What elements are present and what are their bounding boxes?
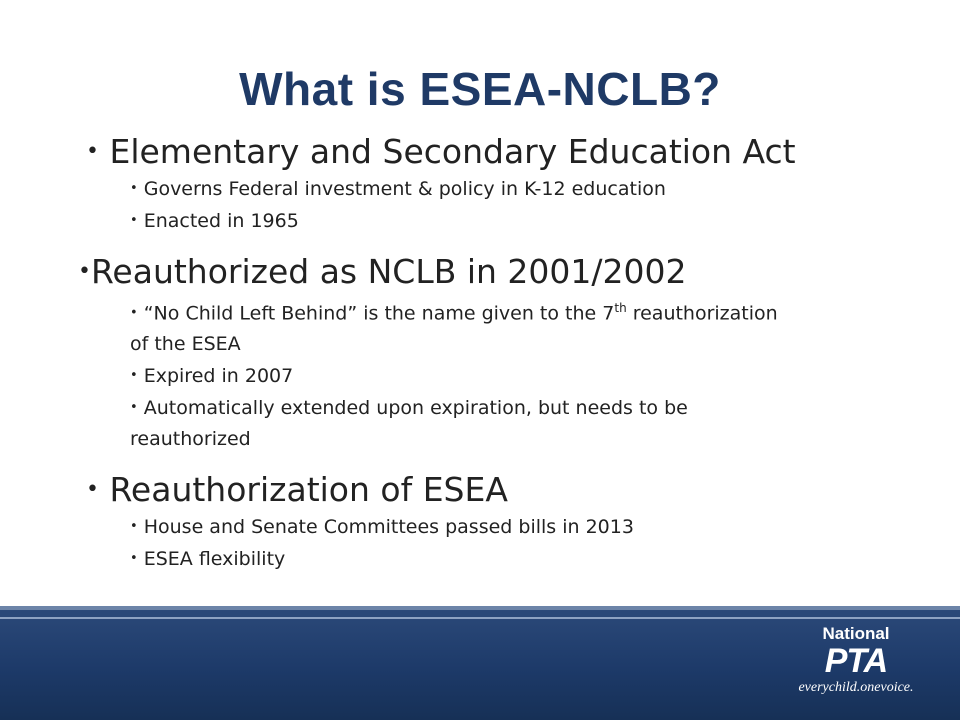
bullet-level1 [78,251,886,293]
bullet-icon: • [86,139,99,164]
bullet-icon: • [78,259,91,284]
slide-content [78,131,886,575]
bullet-icon: • [130,551,138,567]
bullet-icon: • [130,181,138,196]
footer-edge [0,606,960,610]
bullet-text: of the ESEA [130,333,241,356]
bullet-icon: • [130,400,138,416]
bullet-icon: • [130,368,138,384]
bullet-level2 [130,205,886,237]
bullet-level2 [130,543,886,575]
slide-title: What is ESEA-NCLB? [239,63,721,115]
bullet-level2 [130,511,886,543]
bullet-text: ESEA flexibility [143,548,286,571]
bullet-text: “No Child Left Behind” is the name given to the 7 [143,302,615,325]
section-heading: Reauthorization of ESEA [109,470,508,510]
logo-national: National [822,624,890,643]
bullet-continuation [130,329,886,360]
footer-divider [0,617,960,619]
bullet-icon: • [86,477,99,503]
bullet-continuation [130,424,886,455]
bullet-text: House and Senate Committees passed bills in 2013 [143,516,634,539]
bullet-level1 [86,469,886,511]
bullet-level2 [130,392,886,424]
bullet-level2 [130,293,886,329]
bullet-icon: • [130,213,138,228]
bullet-text: reauthorized [130,428,251,451]
bullet-text: Expired in 2007 [143,365,294,388]
logo-pta: PTA [824,642,888,680]
bullet-level2 [130,173,886,205]
section-heading: Reauthorized as NCLB in 2001/2002 [90,252,687,291]
bullet-icon: • [130,305,138,321]
section-heading: Elementary and Secondary Education Act [109,132,796,171]
bullet-level2 [130,360,886,392]
logo-tagline: everychild.onevoice. [798,680,914,695]
bullet-text: Enacted in 1965 [143,210,299,232]
bullet-text: Governs Federal investment & policy in K-12 education [143,178,666,200]
footer-band [0,606,960,720]
bullet-icon: • [130,519,138,535]
superscript: th [614,301,627,315]
national-pta-logo [778,624,934,708]
bullet-text: reauthorization [626,302,778,325]
bullet-text: Automatically extended upon expiration, but needs to be [143,397,688,420]
bullet-level1 [86,131,886,173]
